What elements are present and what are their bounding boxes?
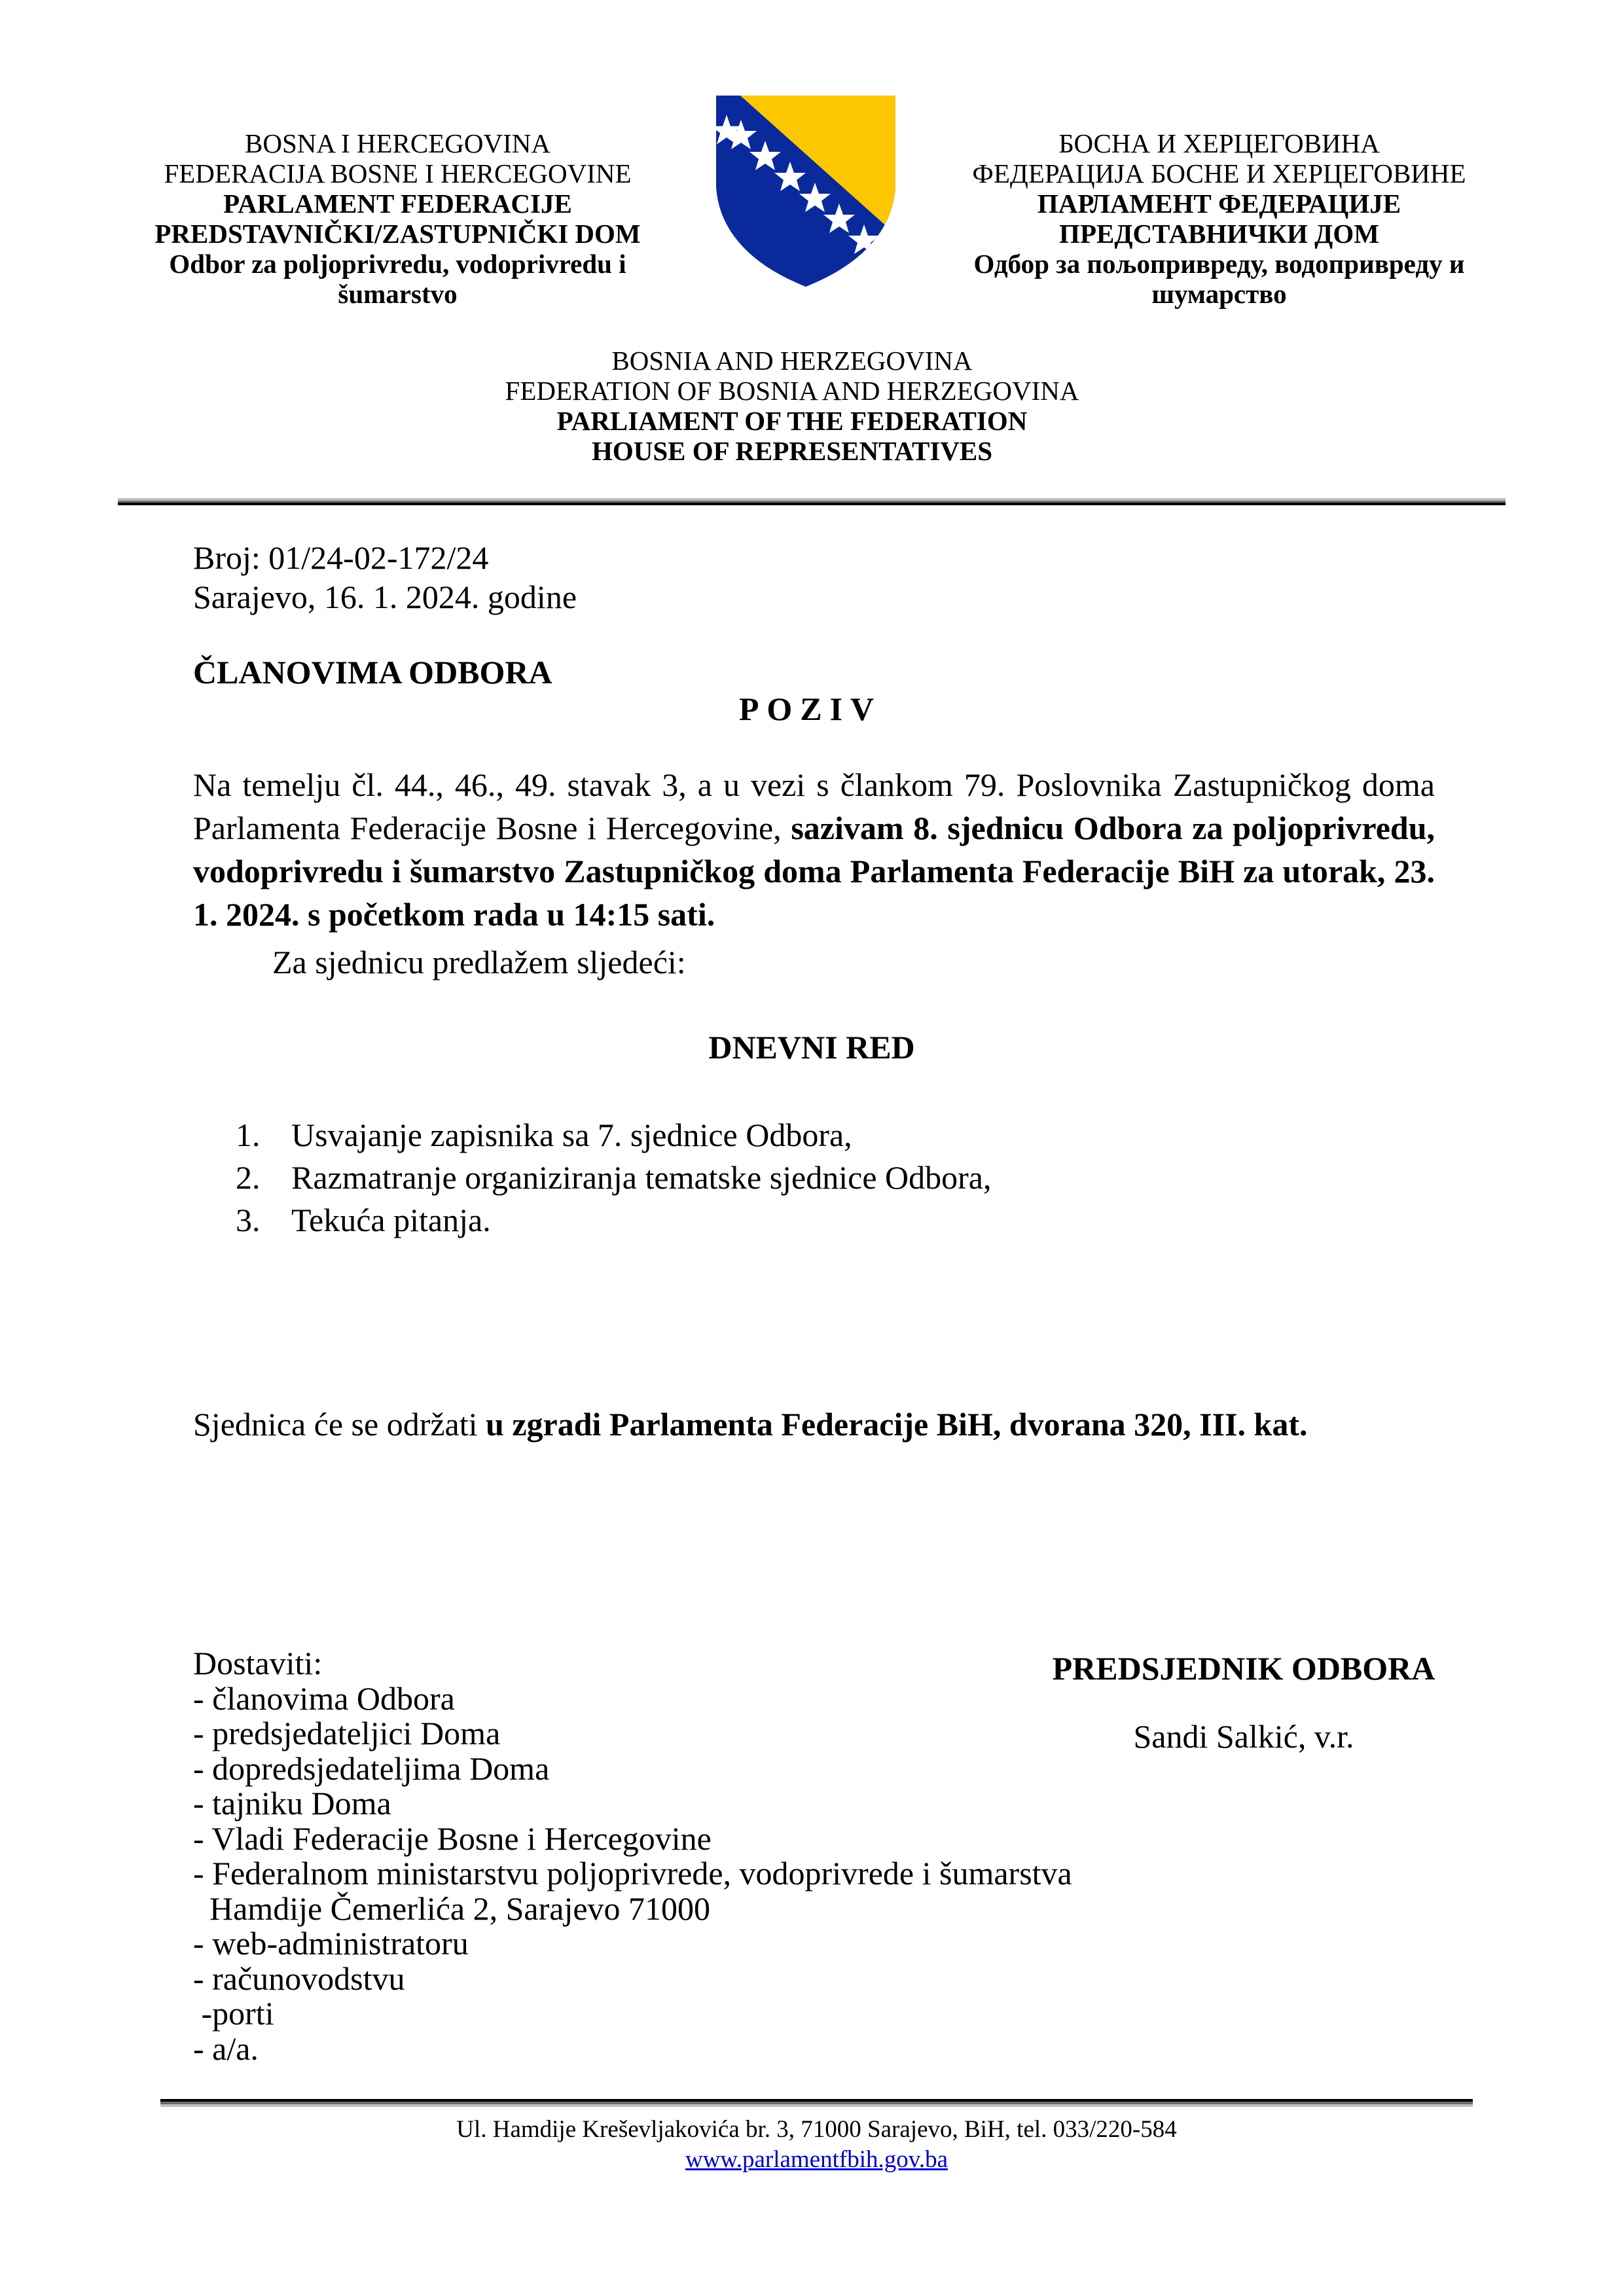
header-left-line-2: FEDERACIJA BOSNE I HERCEGOVINE [164, 158, 632, 188]
header-english-block [419, 346, 1165, 466]
header-en-line-2: FEDERATION OF BOSNIA AND HERZEGOVINA [505, 376, 1079, 406]
header-right-line-6: шумарство [1151, 279, 1287, 309]
distribution-item: - članovima Odbora [193, 1679, 455, 1717]
agenda-item [236, 1114, 991, 1157]
distribution-list [193, 1646, 1072, 2066]
header-right-line-5: Одбор за пољопривреду, водопривреду и [973, 249, 1465, 279]
agenda-item [236, 1199, 991, 1242]
coat-of-arms-icon [716, 96, 895, 287]
header-left-line-5: Odbor za poljoprivredu, vodoprivredu i [169, 249, 626, 279]
reference-block [193, 538, 577, 617]
header-en-line-1: BOSNIA AND HERZEGOVINA [611, 346, 973, 376]
distribution-item: - računovodstvu [193, 1960, 405, 1997]
header-left-block [111, 128, 684, 309]
distribution-item: - web-administratoru [193, 1925, 469, 1962]
header-left-line-4: PREDSTAVNIČKI/ZASTUPNIČKI DOM [154, 219, 641, 249]
agenda-item-text: Tekuća pitanja. [291, 1202, 491, 1238]
distribution-item: Hamdije Čemerlića 2, Sarajevo 71000 [193, 1890, 711, 1927]
paragraph-bold-text: sazivam 8. sjednicu Odbora za poljoprivredu, vodoprivredu i šumarstvo Zastupničkog doma Parlamenta Federacije BiH za utorak, 23. 1. 2024. s početkom rada u 14:15 sati. [193, 810, 1435, 933]
distribution-item: - a/a. [193, 2030, 259, 2067]
agenda-item [236, 1157, 991, 1199]
venue-bold-text: u zgradi Parlamenta Federacije BiH, dvorana 320, III. kat. [486, 1406, 1308, 1443]
agenda-item-number: 2. [236, 1159, 261, 1196]
agenda-list [236, 1114, 991, 1242]
addressee: ČLANOVIMA ODBORA [193, 654, 552, 691]
agenda-item-number: 1. [236, 1117, 261, 1153]
proposal-intro: Za sjednicu predlažem sljedeći: [272, 944, 686, 980]
header-right-line-3: ПАРЛАМЕНТ ФЕДЕРАЦИЈЕ [1037, 188, 1401, 219]
signature-title: PREDSJEDNIK ODBORA [1052, 1650, 1435, 1687]
header-left-line-6: šumarstvo [338, 279, 458, 309]
paragraph-normal-text: Na temelju čl. 44., 46., 49. stavak 3, a u vezi s člankom 79. Poslovnika Zastupničkog doma Parlamenta Federacije Bosne i Hercegovine, [193, 766, 1435, 846]
header-left-line-1: BOSNA I HERCEGOVINA [245, 128, 550, 158]
distribution-item: - Federalnom ministarstvu poljoprivrede, vodoprivrede i šumarstva [193, 1855, 1072, 1892]
distribution-item: - predsjedateljici Doma [193, 1715, 501, 1751]
header-right-line-2: ФЕДЕРАЦИЈА БОСНЕ И ХЕРЦЕГОВИНЕ [972, 158, 1466, 188]
footer-divider [160, 2099, 1473, 2107]
reference-number: Broj: 01/24-02-172/24 [193, 539, 489, 576]
header-en-line-4: HOUSE OF REPRESENTATIVES [591, 436, 993, 466]
reference-date: Sarajevo, 16. 1. 2024. godine [193, 579, 577, 615]
agenda-item-text: Razmatranje organiziranja tematske sjednice Odbora, [291, 1159, 992, 1196]
distribution-item: - dopredsjedateljima Doma [193, 1749, 550, 1787]
distribution-label: Dostaviti: [193, 1645, 323, 1681]
signature-name: Sandi Salkić, v.r. [1133, 1718, 1354, 1755]
footer-website [160, 2144, 1473, 2176]
distribution-item: - Vladi Federacije Bosne i Hercegovine [193, 1820, 712, 1857]
header-right-line-4: ПРЕДСТАВНИЧКИ ДОМ [1059, 219, 1379, 249]
agenda-title: DNEVNI RED [708, 1029, 915, 1066]
agenda-item-number: 3. [236, 1202, 261, 1238]
header-en-line-3: PARLIAMENT OF THE FEDERATION [556, 406, 1028, 436]
distribution-item: -porti [193, 1995, 274, 2032]
invitation-paragraph [193, 763, 1435, 936]
distribution-item: - tajniku Doma [193, 1785, 391, 1821]
footer-address: Ul. Hamdije Kreševljakovića br. 3, 71000 Sarajevo, BiH, tel. 033/220-584 [456, 2116, 1177, 2143]
header-left-line-3: PARLAMENT FEDERACIJE [223, 188, 572, 219]
header-right-line-1: БОСНА И ХЕРЦЕГОВИНА [1058, 128, 1380, 158]
document-title: POZIV [738, 691, 882, 727]
venue-line [193, 1405, 1307, 1444]
header-right-block [929, 128, 1509, 309]
agenda-item-text: Usvajanje zapisnika sa 7. sjednice Odbora, [291, 1117, 852, 1153]
venue-normal-text: Sjednica će se održati [193, 1406, 486, 1443]
website-link[interactable]: www.parlamentfbih.gov.ba [685, 2146, 948, 2173]
header-divider [118, 498, 1506, 505]
